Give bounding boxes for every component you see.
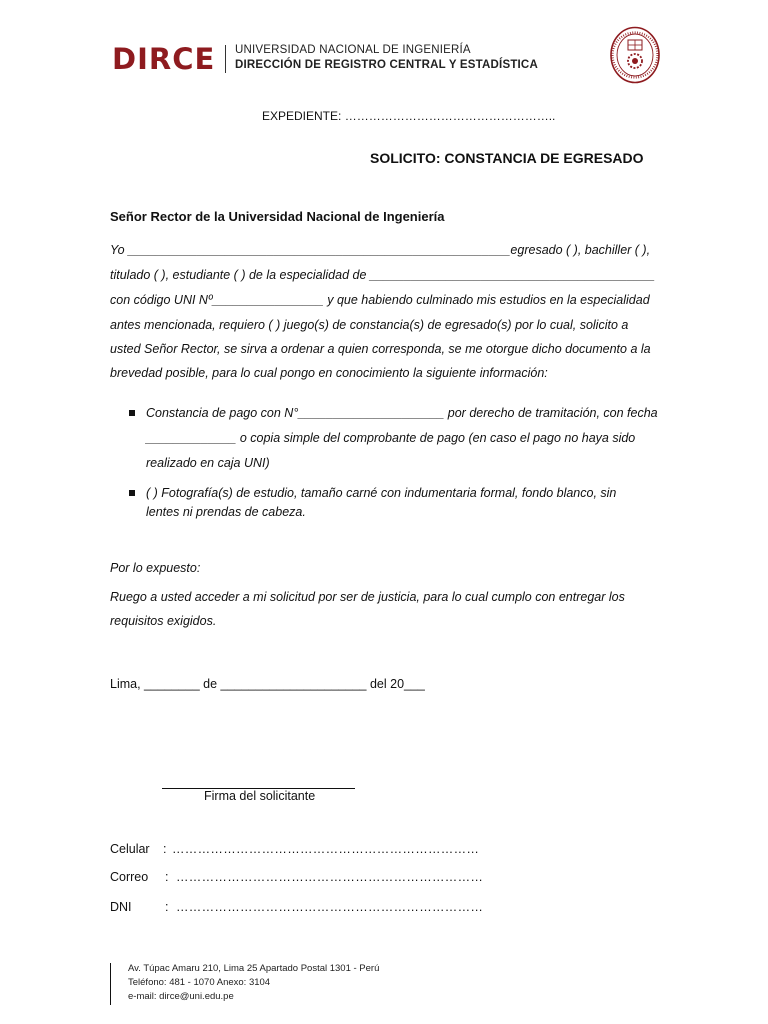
footer-address: Av. Túpac Amaru 210, Lima 25 Apartado Postal 1301 - Perú: [128, 963, 380, 974]
paragraph-line: con código UNI Nº________________ y que habiendo culminado mis estudios en la especialidad: [110, 293, 650, 307]
footer-email: e-mail: dirce@uni.edu.pe: [128, 991, 234, 1002]
paragraph-line: brevedad posible, para lo cual pongo en conocimiento la siguiente información:: [110, 366, 548, 380]
ruego-line: requisitos exigidos.: [110, 614, 217, 628]
university-seal-icon: [609, 26, 661, 84]
addressee: Señor Rector de la Universidad Nacional de Ingeniería: [110, 209, 445, 224]
contact-colon: :: [163, 842, 167, 856]
contact-colon: :: [165, 900, 169, 914]
letterhead: [112, 40, 660, 90]
expediente-field: EXPEDIENTE: ……………………………………………..: [262, 109, 556, 123]
bullet-line: lentes ni prendas de cabeza.: [146, 505, 306, 519]
contact-colon: :: [165, 870, 169, 884]
bullet-line: realizado en caja UNI): [146, 456, 270, 470]
paragraph-line: antes mencionada, requiero ( ) juego(s) de constancia(s) de egresado(s) por lo cual, solicito a: [110, 318, 629, 332]
institution-name: UNIVERSIDAD NACIONAL DE INGENIERÍA: [235, 44, 471, 56]
dirce-logo: DIRCE: [112, 42, 216, 76]
dni-dots: ………………………………………………………………: [176, 900, 484, 914]
dni-label: DNI: [110, 900, 132, 914]
signature-label: Firma del solicitante: [204, 789, 316, 803]
department-name: DIRECCIÓN DE REGISTRO CENTRAL Y ESTADÍSTICA: [235, 59, 538, 71]
por-lo-expuesto: Por lo expuesto:: [110, 561, 201, 575]
paragraph-line: titulado ( ), estudiante ( ) de la especialidad de _________________________________________: [110, 268, 655, 282]
correo-label: Correo: [110, 870, 149, 884]
logo-divider: [225, 45, 226, 73]
bullet-line: _____________ o copia simple del comprobante de pago (en caso el pago no haya sido: [146, 431, 636, 445]
celular-label: Celular: [110, 842, 150, 856]
paragraph-line: Yo _______________________________________________________egresado ( ), bachiller ( ),: [110, 243, 651, 257]
footer-divider: [110, 963, 111, 1005]
document-subject: SOLICITO: CONSTANCIA DE EGRESADO: [370, 150, 644, 166]
footer-phone: Teléfono: 481 - 1070 Anexo: 3104: [128, 977, 271, 988]
bullet-line: Constancia de pago con N°_____________________ por derecho de tramitación, con fecha: [146, 406, 658, 420]
correo-dots: ………………………………………………………………: [176, 870, 484, 884]
bullet-marker: [129, 490, 135, 496]
date-line: Lima, ________ de _____________________ del 20___: [110, 677, 425, 691]
ruego-line: Ruego a usted acceder a mi solicitud por ser de justicia, para lo cual cumplo con entregar los: [110, 590, 625, 604]
celular-dots: ………………………………………………………………: [172, 842, 480, 856]
paragraph-line: usted Señor Rector, se sirva a ordenar a quien corresponda, se me otorgue dicho documento a la: [110, 342, 651, 356]
bullet-marker: [129, 410, 135, 416]
bullet-line: ( ) Fotografía(s) de estudio, tamaño carné con indumentaria formal, fondo blanco, sin: [146, 486, 617, 500]
